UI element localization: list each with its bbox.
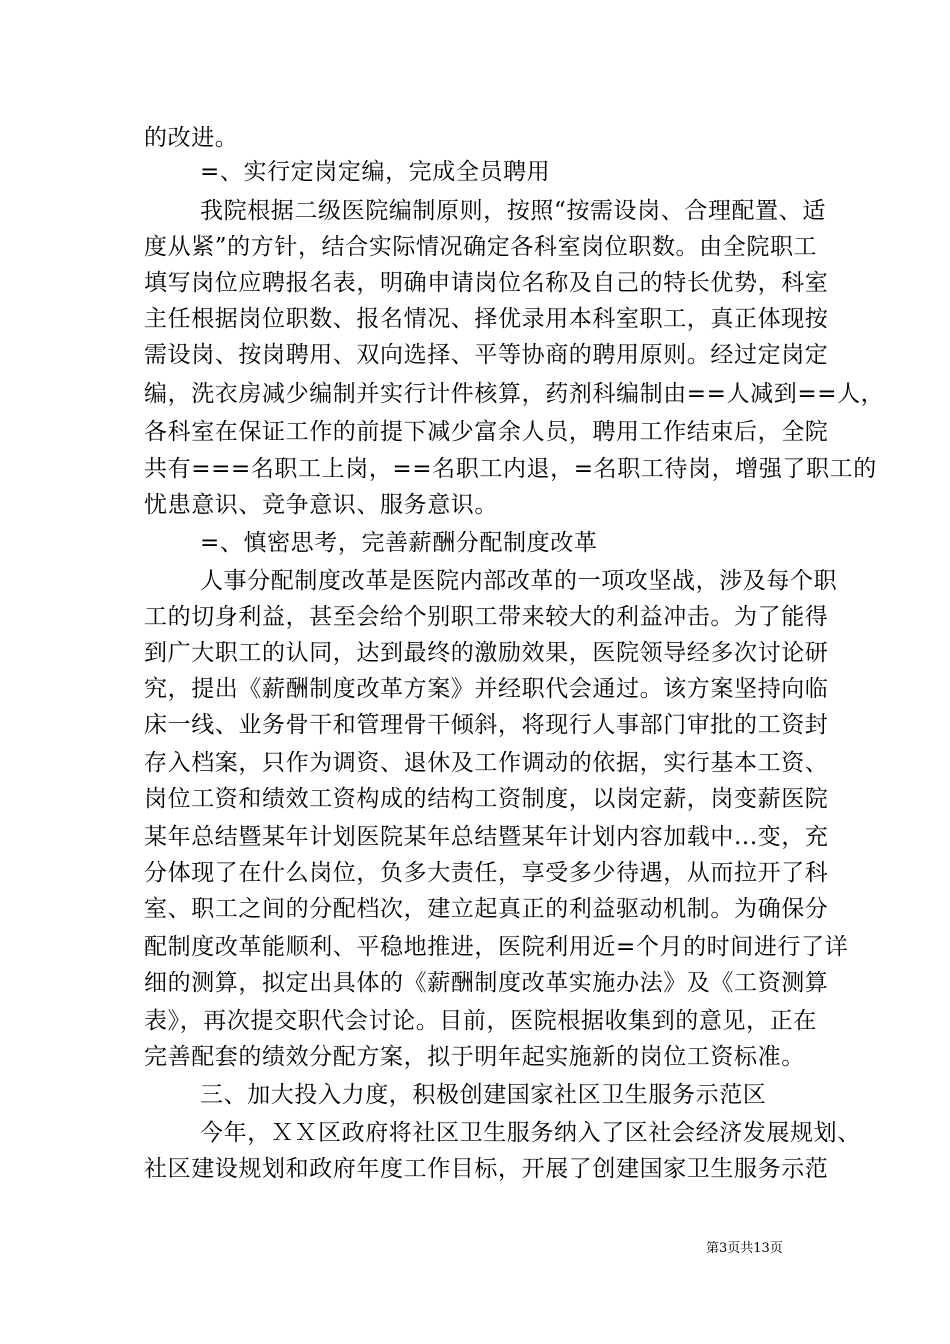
text-line: 各科室在保证工作的前提下减少富余人员，聘用工作结束后，全院	[144, 419, 829, 445]
text-line: 社区建设规划和政府年度工作目标，开展了创建国家卫生服务示范	[144, 1156, 829, 1182]
text-line: 度从紧”的方针，结合实际情况确定各科室岗位职数。由全院职工	[144, 234, 818, 260]
text-line: 存入档案，只作为调资、退休及工作调动的依据，实行基本工资、	[144, 750, 829, 776]
text-line: 忧患意识、竞争意识、服务意识。	[144, 492, 498, 518]
text-line: 共有===名职工上岗，==名职工内退，=名职工待岗，增强了职工的	[144, 456, 877, 482]
text-line: 主任根据岗位职数、报名情况、择优录用本科室职工，真正体现按	[144, 306, 829, 332]
page-number: 第3页共13页	[706, 1241, 783, 1256]
text-line: 需设岗、按岗聘用、双向选择、平等协商的聘用原则。经过定岗定	[144, 342, 829, 368]
section-heading: 三、加大投入力度，积极创建国家社区卫生服务示范区	[200, 1082, 767, 1108]
text-line: 配制度改革能顺利、平稳地推进，医院利用近=个月的时间进行了详	[144, 934, 849, 960]
text-line: 室、职工之间的分配档次，建立起真正的利益驱动机制。为确保分	[144, 896, 829, 922]
text-line: 工的切身利益，甚至会给个别职工带来较大的利益冲击。为了能得	[144, 604, 829, 630]
text-line: 分体现了在什么岗位，负多大责任，享受多少待遇，从而拉开了科	[144, 860, 829, 886]
text-line: 编，洗衣房减少编制并实行计件核算，药剂科编制由==人减到==人，	[144, 381, 885, 407]
text-line: 今年，ＸＸ区政府将社区卫生服务纳入了区社会经济发展规划、	[200, 1120, 861, 1146]
text-line: 到广大职工的认同，达到最终的激励效果，医院领导经多次讨论研	[144, 640, 829, 666]
text-line: 人事分配制度改革是医院内部改革的一项攻坚战，涉及每个职	[200, 568, 838, 594]
text-line: 究，提出《薪酬制度改革方案》并经职代会通过。该方案坚持向临	[144, 676, 829, 702]
text-line: 床一线、业务骨干和管理骨干倾斜，将现行人事部门审批的工资封	[144, 712, 829, 738]
text-line: 填写岗位应聘报名表，明确申请岗位名称及自己的特长优势，科室	[144, 270, 829, 296]
text-line: 表》，再次提交职代会讨论。目前，医院根据收集到的意见，正在	[144, 1008, 817, 1034]
text-line: 的改进。	[144, 125, 239, 151]
text-line: 某年总结暨某年计划医院某年总结暨某年计划内容加载中...变，充	[144, 824, 829, 850]
section-heading: =、实行定岗定编，完成全员聘用	[200, 159, 551, 185]
section-heading: =、慎密思考，完善薪酬分配制度改革	[200, 530, 598, 556]
text-line: 我院根据二级医院编制原则，按照“按需设岗、合理配置、适	[200, 198, 826, 224]
text-line: 完善配套的绩效分配方案，拟于明年起实施新的岗位工资标准。	[144, 1044, 805, 1070]
text-line: 岗位工资和绩效工资构成的结构工资制度，以岗定薪，岗变薪医院	[144, 786, 829, 812]
text-line: 细的测算，拟定出具体的《薪酬制度改革实施办法》及《工资测算	[144, 970, 829, 996]
